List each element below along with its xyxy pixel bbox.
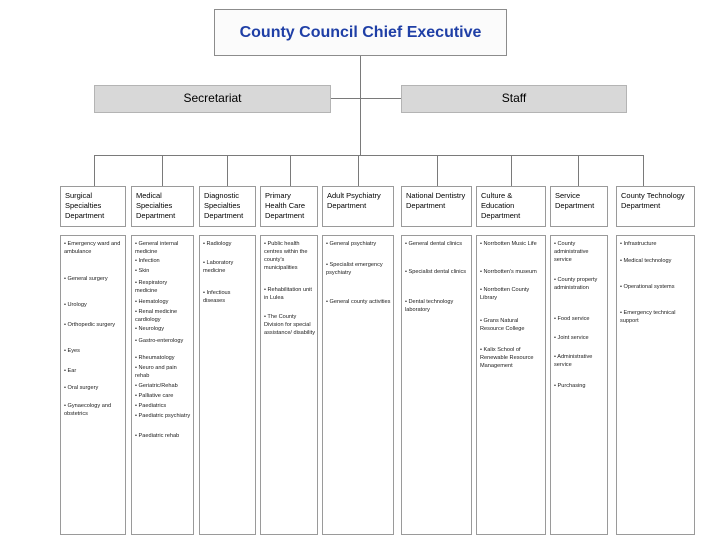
connector-drop-3 bbox=[227, 155, 228, 186]
connector-horizontal-bottom bbox=[94, 155, 643, 156]
staff-box bbox=[401, 85, 627, 113]
department-item: • Emergency technical support bbox=[620, 309, 692, 325]
connector-drop-9 bbox=[643, 155, 644, 186]
department-items-column bbox=[476, 235, 546, 535]
department-box bbox=[260, 186, 318, 227]
department-item: • Renal medicine cardiology bbox=[135, 308, 191, 324]
connector-drop-2 bbox=[162, 155, 163, 186]
department-item: • Gynaecology and obstetrics bbox=[64, 402, 123, 418]
department-item: • Paediatric rehab bbox=[135, 432, 191, 440]
department-item: • Radiology bbox=[203, 240, 253, 248]
department-items-column bbox=[322, 235, 394, 535]
department-item: • General county activities bbox=[326, 298, 391, 306]
department-box bbox=[199, 186, 256, 227]
department-label: County Technology Department bbox=[621, 191, 685, 210]
department-item: • Grans Natural Resource College bbox=[480, 317, 543, 333]
department-box bbox=[131, 186, 194, 227]
department-item: • County administrative service bbox=[554, 240, 605, 264]
department-item: • Palliative care bbox=[135, 392, 191, 400]
connector-drop-4 bbox=[290, 155, 291, 186]
department-label: Primary Health Care Department bbox=[265, 191, 306, 220]
department-item: • Gastro-enterology bbox=[135, 337, 191, 345]
department-item: • General surgery bbox=[64, 275, 123, 283]
department-item: • Norrbotten Music Life bbox=[480, 240, 543, 248]
department-label: Medical Specialties Department bbox=[136, 191, 176, 220]
staff-label: Staff bbox=[501, 91, 527, 105]
department-item: • Emergency ward and ambulance bbox=[64, 240, 123, 256]
department-item: • Hematology bbox=[135, 298, 191, 306]
department-box bbox=[401, 186, 472, 227]
department-item: • General psychiatry bbox=[326, 240, 391, 248]
department-box bbox=[550, 186, 608, 227]
department-item: • Orthopedic surgery bbox=[64, 321, 123, 329]
department-item: • Oral surgery bbox=[64, 384, 123, 392]
department-label: Adult Psychiatry Department bbox=[327, 191, 381, 210]
department-item: • Geriatric/Rehab bbox=[135, 382, 191, 390]
department-label: Service Department bbox=[555, 191, 595, 210]
department-item: • Medical technology bbox=[620, 257, 692, 265]
department-items-column bbox=[60, 235, 126, 535]
department-item: • Urology bbox=[64, 301, 123, 309]
department-item: • The County Division for special assistance/ disability bbox=[264, 313, 315, 337]
department-item: • Infectious diseases bbox=[203, 289, 253, 305]
secretariat-box bbox=[94, 85, 331, 113]
department-item: • General internal medicine bbox=[135, 240, 191, 256]
connector-trunk-bottom bbox=[360, 99, 361, 155]
connector-horizontal-top bbox=[331, 98, 401, 99]
department-item: • Operational systems bbox=[620, 283, 692, 291]
department-item: • Specialist dental clinics bbox=[405, 268, 469, 276]
department-item: • Norrbotten's museum bbox=[480, 268, 543, 276]
department-item: • Ear bbox=[64, 367, 123, 375]
department-item: • Neuro and pain rehab bbox=[135, 364, 191, 380]
department-item: • Rheumatology bbox=[135, 354, 191, 362]
department-item: • Rehabilitation unit in Lulea bbox=[264, 286, 315, 302]
department-item: • County property administration bbox=[554, 276, 605, 292]
department-item: • Infection bbox=[135, 257, 191, 265]
connector-drop-1 bbox=[94, 155, 95, 186]
department-box bbox=[60, 186, 126, 227]
connector-drop-5 bbox=[358, 155, 359, 186]
department-label: National Dentistry Department bbox=[406, 191, 466, 210]
department-label: Culture & Education Department bbox=[481, 191, 521, 220]
department-items-column bbox=[260, 235, 318, 535]
department-label: Surgical Specialties Department bbox=[65, 191, 105, 220]
department-box bbox=[476, 186, 546, 227]
connector-trunk-top bbox=[360, 56, 361, 99]
department-box bbox=[322, 186, 394, 227]
chief-executive-box bbox=[214, 9, 507, 56]
department-item: • Laboratory medicine bbox=[203, 259, 253, 275]
department-items-column bbox=[131, 235, 194, 535]
connector-drop-7 bbox=[511, 155, 512, 186]
department-item: • Skin bbox=[135, 267, 191, 275]
chief-executive-title: County Council Chief Executive bbox=[239, 24, 482, 41]
department-item: • Purchasing bbox=[554, 382, 605, 390]
department-item: • Food service bbox=[554, 315, 605, 323]
department-item: • Administrative service bbox=[554, 353, 605, 369]
department-items-column bbox=[616, 235, 695, 535]
department-item: • Norrbotten County Library bbox=[480, 286, 543, 302]
department-item: • Dental technology laboratory bbox=[405, 298, 469, 314]
department-box bbox=[616, 186, 695, 227]
department-items-column bbox=[199, 235, 256, 535]
secretariat-label: Secretariat bbox=[183, 91, 242, 105]
department-item: • Public health centres within the county's municipalities bbox=[264, 240, 315, 272]
department-item: • Paediatric psychiatry bbox=[135, 412, 191, 420]
department-item: • Kalix School of Renewable Resource Management bbox=[480, 346, 543, 370]
department-item: • Neurology bbox=[135, 325, 191, 333]
department-item: • Paediatrics bbox=[135, 402, 191, 410]
department-item: • Respiratory medicine bbox=[135, 279, 191, 295]
department-items-column bbox=[401, 235, 472, 535]
department-item: • General dental clinics bbox=[405, 240, 469, 248]
department-label: Diagnostic Specialties Department bbox=[204, 191, 244, 220]
connector-drop-8 bbox=[578, 155, 579, 186]
connector-drop-6 bbox=[437, 155, 438, 186]
department-item: • Eyes bbox=[64, 347, 123, 355]
department-item: • Specialist emergency psychiatry bbox=[326, 261, 391, 277]
department-item: • Infrastructure bbox=[620, 240, 692, 248]
department-item: • Joint service bbox=[554, 334, 605, 342]
department-items-column bbox=[550, 235, 608, 535]
